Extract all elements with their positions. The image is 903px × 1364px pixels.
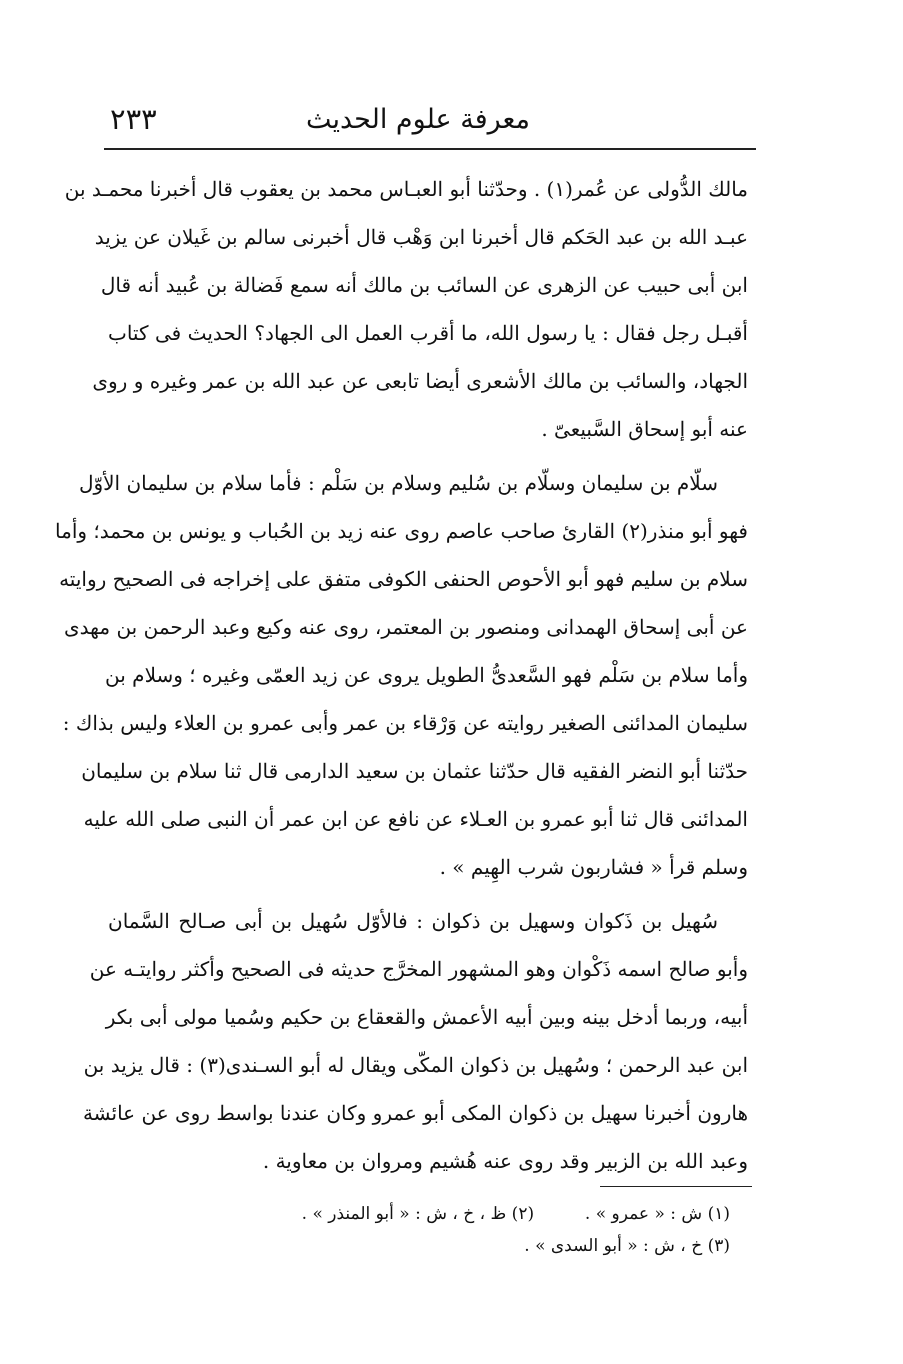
text-line: هارون أخبرنا سهيل بن ذكوان المكى أبو عمرو وكان عندنا بواسط روى عن عائشة [82,1101,748,1125]
header-rule [104,148,756,150]
footnote-3: (٣) خ ، ش : « أبو السدى » . [524,1236,730,1256]
text-line: أقبـل رجل فقال : يا رسول الله، ما أقرب العمل الى الجهاد؟ الحديث فى كتاب [108,321,748,345]
text-line: وعبد الله بن الزبير وقد روى عنه هُشيم ومروان بن معاوية . [262,1149,748,1173]
page-number: ٢٣٣ [110,102,157,136]
footnote-1: (١) ش : « عمرو » . [584,1204,730,1224]
text-line: المدائنى قال ثنا أبو عمرو بن العـلاء عن نافع عن ابن عمر أن النبى صلى الله عليه [83,807,748,831]
body-text [55,165,748,1185]
text-line: سلّام بن سليمان وسلّام بن سُليم وسلام بن سَلْم : فأما سلام بن سليمان الأوّل [78,471,718,495]
text-line: سلام بن سليم فهو أبو الأحوص الحنفى الكوفى متفق على إخراجه فى الصحيح روايته [59,567,748,591]
text-line: فهو أبو منذر(٢) القارئ صاحب عاصم روى عنه زيد بن الحُباب و يونس بن محمد؛ وأما [55,519,748,543]
text-line: عن أبى إسحاق الهمدانى ومنصور بن المعتمر، روى عنه وكيع وعبد الرحمن بن مهدى [64,615,748,639]
text-line: وأما سلام بن سَلْم فهو السَّعدىُّ الطويل يروى عن زيد العمّى وغيره ؛ وسلام بن [105,663,748,687]
text-line: ابن عبد الرحمن ؛ وسُهيل بن ذكوان المكّى ويقال له أبو السـندى(٣) : قال يزيد بن [83,1053,748,1077]
text-line: سُهيل بن ذَكوان وسهيل بن ذكوان : فالأوّل سُهيل بن أبى صـالح السَّمان [108,909,718,933]
text-line: عبـد الله بن عبد الحَكم قال أخبرنا ابن وَهْب قال أخبرنى سالم بن غَيلان عن يزيد [94,225,748,249]
footnote-row [200,1198,730,1230]
footnote-row [200,1230,730,1262]
footnotes [200,1198,730,1262]
page-header [100,100,765,144]
footnote-rule [600,1186,752,1187]
text-line: عنه أبو إسحاق السَّبيعىّ . [541,417,748,441]
running-title: معرفة علوم الحديث [305,104,530,135]
text-line: وأبو صالح اسمه ذَكْوان وهو المشهور المخرَّج حديثه فى الصحيح وأكثر روايتـه عن [89,957,748,981]
text-line: حدّثنا أبو النضر الفقيه قال حدّثنا عثمان بن سعيد الدارمى قال ثنا سلام بن سليمان [81,759,748,783]
text-line: ابن أبى حبيب عن الزهرى عن السائب بن مالك أنه سمع فَضالة بن عُبيد أنه قال [100,273,748,297]
text-line: مالك الدُّولى عن عُمر(١) . وحدّثنا أبو العبـاس محمد بن يعقوب قال أخبرنا محمـد بن [64,177,748,201]
text-line: وسلم قرأ « فشاربون شرب الهِيم » . [439,855,748,879]
text-line: الجهاد، والسائب بن مالك الأشعرى أيضا تابعى عن عبد الله بن عمر وغيره و روى [92,369,748,393]
text-line: أبيه، وربما أدخل بينه وبين أبيه الأعمش والقعقاع بن حكيم وسُميا مولى أبى بكر [105,1005,748,1029]
text-line: سليمان المدائنى الصغير روايته عن وَرْقاء بن عمر وأبى عمرو بن العلاء وليس بذاك : [62,711,748,735]
footnote-2: (٢) ظ ، خ ، ش : « أبو المنذر » . [301,1204,535,1224]
